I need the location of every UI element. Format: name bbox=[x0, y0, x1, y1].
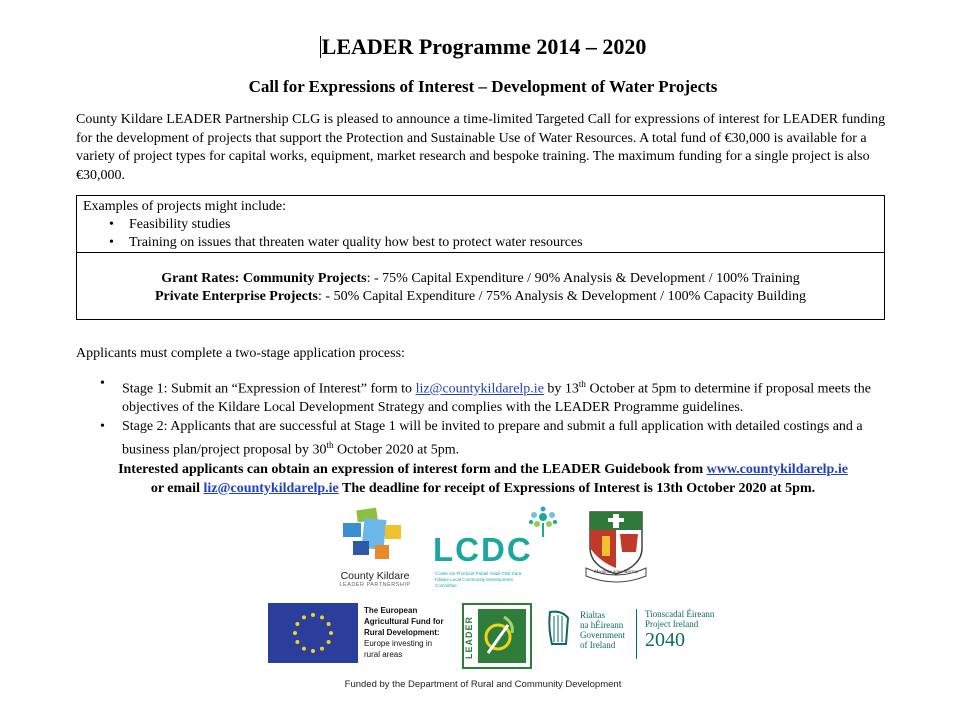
examples-box bbox=[76, 195, 885, 320]
document-title: LEADER Programme 2014 – 2020 bbox=[321, 34, 647, 59]
stage-2: • Stage 2: Applicants that are successful at Stage 1 will be invited to prepare and submit a full application with detailed costings and a business plan/project proposal by 30th October 2020 at 5pm. bbox=[100, 418, 863, 458]
closing-statement: Interested applicants can obtain an expression of interest form and the LEADER Guidebook from www.countykildarelp.ie or email liz@countykildarelp.ie The deadline for receipt of Expressions of Interest is 13th October 2020 at 5pm. bbox=[118, 462, 848, 496]
stage1-email-link[interactable]: liz@countykildarelp.ie bbox=[415, 381, 544, 397]
closing-email-link[interactable]: liz@countykildarelp.ie bbox=[203, 480, 339, 496]
intro-paragraph: County Kildare LEADER Partnership CLG is pleased to announce a time-limited Targeted Call for expressions of interest for LEADER funding for the development of projects that support the Protection and Sustainable Use of Water Resources. A total fund of €30,000 is available for a variety of project types for capital works, equipment, market research and bespoke training. The maximum funding for a single project is also €30,000. bbox=[76, 112, 886, 183]
text-cursor bbox=[320, 36, 321, 58]
government-of-ireland-logo: Rialtas na hÉireann Government of Ireland bbox=[544, 608, 634, 658]
stage-1: • Stage 1: Submit an “Expression of Interest” form to liz@countykildarelp.ie by 13th October at 5pm to determine if proposal meets the objectives of the Kildare Local Development Strategy and complies with the LEADER Programme guidelines. bbox=[100, 376, 871, 416]
project-ireland-2040-logo: Tionscadal Éireann Project Ireland 2040 bbox=[636, 609, 726, 659]
private-rates: Private Enterprise Projects: - 50% Capital Expenditure / 75% Analysis & Development / 100% Capacity Building bbox=[155, 289, 806, 304]
grant-rates-section bbox=[77, 253, 884, 306]
examples-heading: Examples of projects might include: bbox=[83, 199, 286, 214]
process-intro: Applicants must complete a two-stage application process: bbox=[76, 346, 405, 361]
community-rates: Grant Rates: Community Projects: - 75% Capital Expenditure / 90% Analysis & Development / 100% Training bbox=[161, 271, 800, 286]
list-item: • Feasibility studies bbox=[109, 217, 231, 232]
lcdc-logo: LCDC Coiste um Fhorbairt Pobail Áitiúil Chill Dara Kildare Local Community Development Committee bbox=[433, 505, 573, 593]
examples-list bbox=[83, 216, 884, 252]
kildare-mark-icon bbox=[335, 505, 415, 565]
crest-shield-icon bbox=[580, 508, 652, 588]
funding-statement: Funded by the Department of Rural and Community Development bbox=[344, 679, 622, 690]
leader-logo: LEADER bbox=[462, 603, 532, 669]
examples-section bbox=[77, 196, 884, 253]
kildare-county-crest: Meanma agus Mórtas bbox=[580, 508, 652, 588]
stages-list bbox=[76, 375, 886, 460]
document-subtitle: Call for Expressions of Interest – Development of Water Projects bbox=[248, 77, 718, 96]
eu-flag-icon bbox=[268, 603, 358, 663]
list-item: • Training on issues that threaten water quality how best to protect water resources bbox=[109, 235, 583, 250]
eu-eafrd-logo: The European Agricultural Fund for Rural Development: Europe investing in rural areas bbox=[268, 603, 458, 669]
harp-icon bbox=[544, 608, 574, 648]
county-kildare-leader-logo: County Kildare LEADER PARTNERSHIP bbox=[335, 505, 415, 590]
website-link[interactable]: www.countykildarelp.ie bbox=[706, 462, 848, 477]
